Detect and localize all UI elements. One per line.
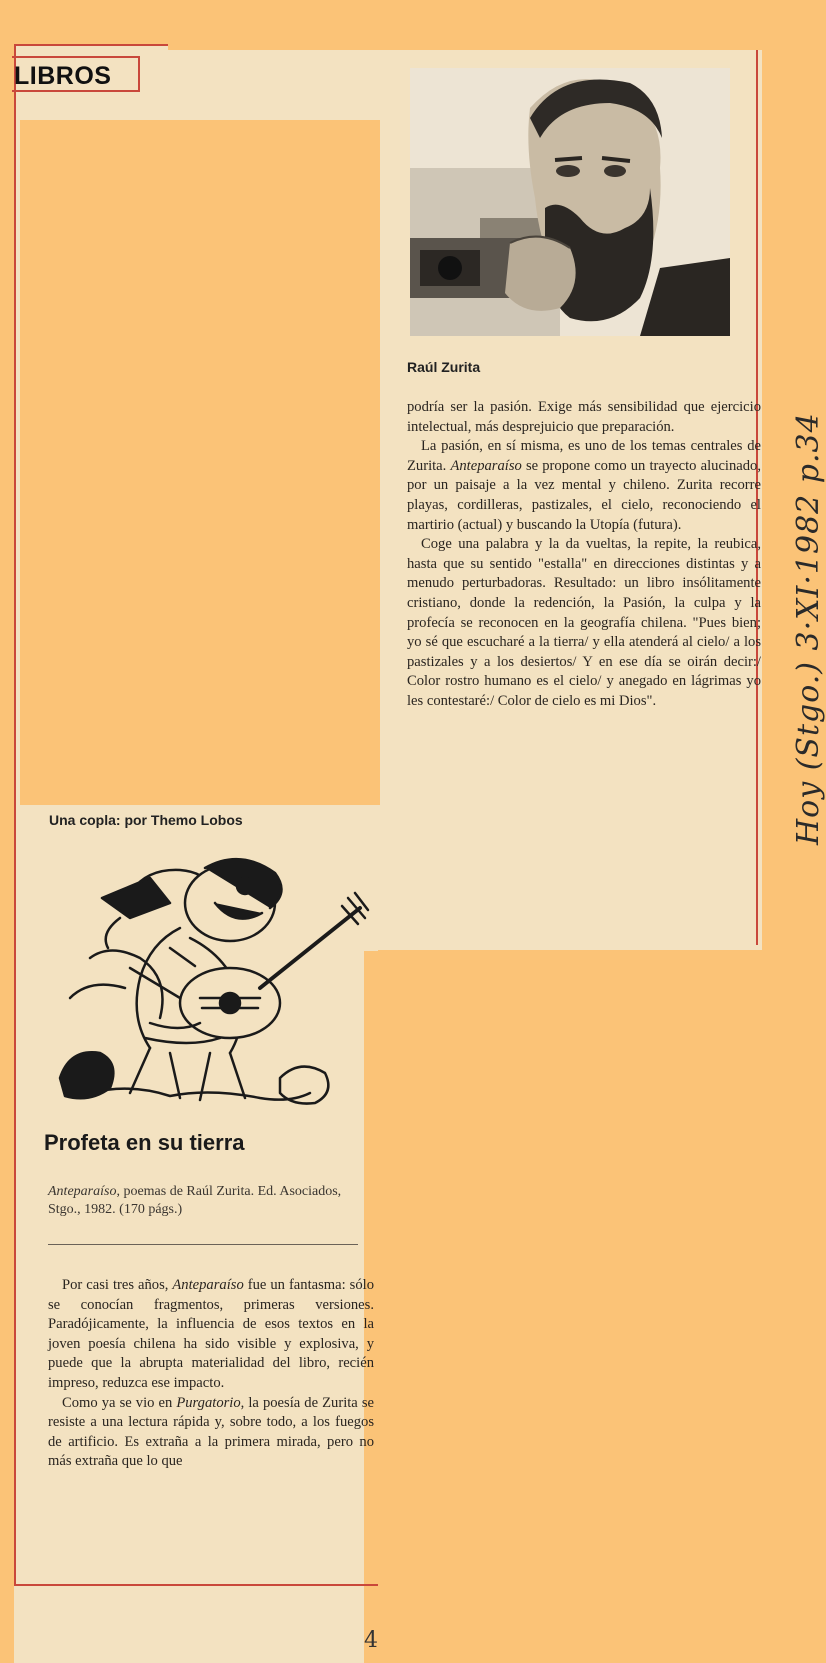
author-photo xyxy=(410,68,730,336)
left-article-column xyxy=(48,1276,374,1472)
left-red-rule xyxy=(14,44,16,1584)
left-mask xyxy=(20,120,380,805)
top-red-rule xyxy=(14,44,168,46)
right-paragraph: podría ser la pasión. Exige más sensibilidad que ejercicio intelectual, más desprejuicio que preparación. xyxy=(407,399,761,435)
book-reference: Anteparaíso, poemas de Raúl Zurita. Ed. Asociados, Stgo., 1982. (170 págs.) xyxy=(48,1184,342,1217)
top-band xyxy=(168,0,800,50)
right-paragraph: La pasión, en sí misma, es uno de los temas centrales de Zurita. Anteparaíso se propone como un trayecto alucinado, por un paisaje a la vez mental y chileno. Zurita recorre playas, cordilleras, pastizales, el cielo, reconociendo el martirio (actual) y buscando la Utopía (futura). xyxy=(407,438,761,533)
cartoon-caption: Una copla: por Themo Lobos xyxy=(49,812,243,828)
section-label-box xyxy=(12,56,140,92)
right-paragraph: Coge una palabra y la da vueltas, la repite, la reubica, hasta que su sentido "estalla" en direcciones distintas y a menudo perturbadoras. Resultado: un libro insólitamente cristiano, donde la redención, la Pasión, la culpa y la profecía se reconocen en la geografía chilena. "Pues bien; yo sé que escucharé a la tierra/ y ella atenderá al cielo/ a los pastizales y a los desiertos/ Y en ese día se oirán decir:/ Color rostro humano es el cielo/ y anegado en lágrimas yo les contestaré:/ Color de cielo es mi Dios". xyxy=(407,536,761,709)
article-headline: Profeta en su tierra xyxy=(44,1130,245,1155)
left-paragraph: Por casi tres años, Anteparaíso fue un fantasma: sólo se conocían fragmentos, primeras versiones. Paradójicamente, la influencia de esos textos en la joven poesía chilena ha sido visible y explosiva, y puede que la abrupta materialidad del libro, recién impreso, reduzca ese impacto. xyxy=(48,1277,374,1391)
photo-caption: Raúl Zurita xyxy=(407,359,481,375)
book-title: Anteparaíso xyxy=(48,1184,117,1199)
section-label: LIBROS xyxy=(14,62,112,90)
separator-rule xyxy=(48,1244,358,1245)
handwritten-annotation: Hoy (Stgo.) 3·XI·1982 p.34 xyxy=(791,412,826,845)
left-paragraph: Como ya se vio en Purgatorio, la poesía de Zurita se resiste a una lectura rápida y, sobre todo, a los fuegos de artificio. Es extraña a la primera mirada, pero no más extraña que lo que xyxy=(48,1394,374,1470)
right-article-column xyxy=(407,398,761,712)
cartoon-illustration xyxy=(30,848,370,1118)
bottom-red-rule xyxy=(14,1584,378,1586)
page-number: 4 xyxy=(364,1628,378,1653)
bottom-right-mask xyxy=(378,950,800,1663)
